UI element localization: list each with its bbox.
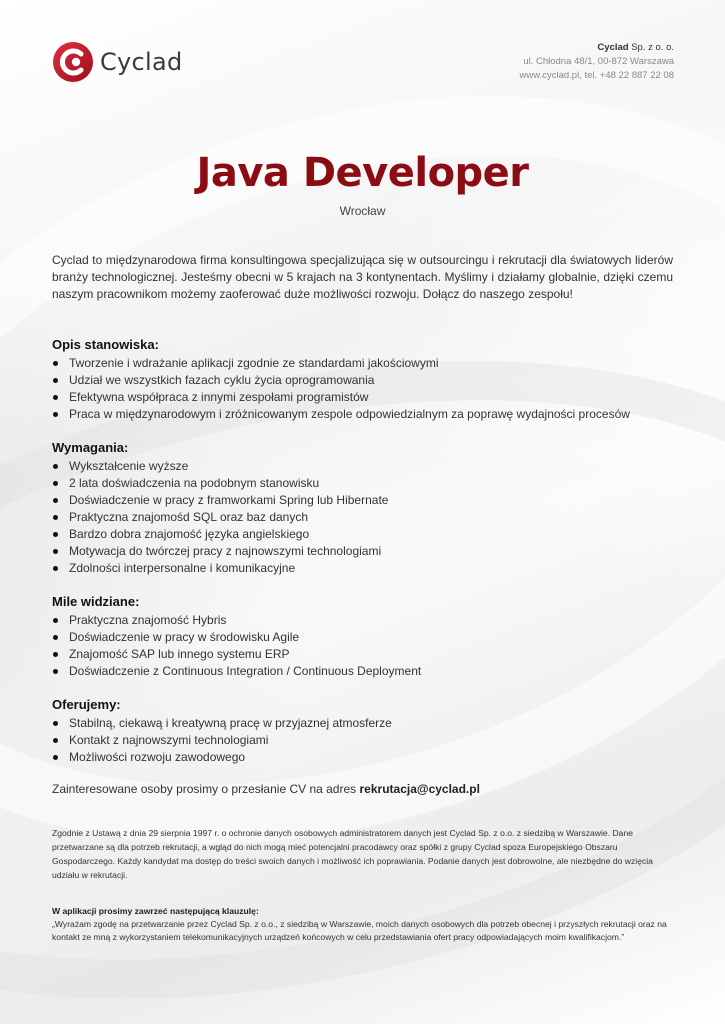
section-heading: Opis stanowiska: (52, 337, 159, 352)
clause-heading: W aplikacji prosimy zawrzeć następującą klauzulę: (52, 906, 259, 916)
section-wymagania (52, 439, 682, 577)
company-info (520, 41, 674, 83)
mile-list (52, 612, 682, 680)
list-item: Praca w międzynarodowym i zróżnicowanym zespole odpowiedzialnym za poprawę wydajności procesów (52, 406, 682, 423)
company-name-line (520, 41, 674, 55)
list-item: Praktyczna znajomośd SQL oraz baz danych (52, 509, 682, 526)
application-contact (52, 782, 480, 796)
section-oferujemy (52, 696, 682, 766)
contact-text: Zainteresowane osoby prosimy o przesłanie CV na adres (52, 782, 360, 796)
wymagania-list (52, 458, 682, 577)
opis-list (52, 355, 682, 423)
consent-clause (52, 905, 667, 945)
list-item: Kontakt z najnowszymi technologiami (52, 732, 682, 749)
list-item: Tworzenie i wdrażanie aplikacji zgodnie ze standardami jakościowymi (52, 355, 682, 372)
list-item: Praktyczna znajomość Hybris (52, 612, 682, 629)
section-opis (52, 336, 682, 423)
section-mile-widziane (52, 593, 682, 680)
list-item: Motywacja do twórczej pracy z najnowszymi technologiami (52, 543, 682, 560)
company-suffix: Sp. z o. o. (628, 42, 674, 53)
company-address: ul. Chłodna 48/1, 00-872 Warszawa (523, 56, 674, 67)
company-name: Cyclad (597, 42, 629, 53)
section-heading: Mile widziane: (52, 594, 140, 609)
list-item: Stabilną, ciekawą i kreatywną pracę w przyjaznej atmosferze (52, 715, 682, 732)
logo-wordmark: Cyclad (100, 48, 183, 76)
list-item: Zdolności interpersonalne i komunikacyjne (52, 560, 682, 577)
list-item: 2 lata doświadczenia na podobnym stanowisku (52, 475, 682, 492)
oferujemy-list (52, 715, 682, 766)
job-title: Java Developer (196, 150, 529, 196)
list-item: Wykształcenie wyższe (52, 458, 682, 475)
section-heading: Oferujemy: (52, 697, 121, 712)
job-location: Wrocław (339, 204, 386, 218)
cyclad-logo-icon (52, 41, 94, 83)
list-item: Udział we wszystkich fazach cyklu życia oprogramowania (52, 372, 682, 389)
clause-text: „Wyrażam zgodę na przetwarzanie przez Cyclad Sp. z o.o., z siedzibą w Warszawie, moich danych osobowych dla potrzeb obecnej i przyszłych rekrutacji oraz na kontakt ze mną z wykorzystaniem telekomunikacyjnych urządzeń końcowych w celu przedstawiania ofert pracy odpowiadających moim kwalifikacjom.” (52, 919, 667, 943)
company-logo (52, 42, 183, 82)
section-heading: Wymagania: (52, 440, 129, 455)
company-intro: Cyclad to międzynarodowa firma konsultingowa specjalizująca się w outsourcingu i rekrutacji dla światowych liderów branży technologicznej. Jesteśmy obecni w 5 krajach na 3 kontynentach. Myślimy i działamy globalnie, dzięki czemu naszym pracownikom możemy zaoferować duże możliwości rozwoju. Dołącz do naszego zespołu! (52, 253, 673, 301)
list-item: Znajomość SAP lub innego systemu ERP (52, 646, 682, 663)
list-item: Efektywna współpraca z innymi zespołami programistów (52, 389, 682, 406)
company-contact: www.cyclad.pl, tel. +48 22 887 22 08 (519, 70, 674, 81)
list-item: Doświadczenie w pracy z framworkami Spring lub Hibernate (52, 492, 682, 509)
list-item: Doświadczenie z Continuous Integration / Continuous Deployment (52, 663, 682, 680)
list-item: Doświadczenie w pracy w środowisku Agile (52, 629, 682, 646)
list-item: Możliwości rozwoju zawodowego (52, 749, 682, 766)
list-item: Bardzo dobra znajomość języka angielskiego (52, 526, 682, 543)
contact-email[interactable]: rekrutacja@cyclad.pl (359, 782, 480, 796)
data-protection-notice: Zgodnie z Ustawą z dnia 29 sierpnia 1997 r. o ochronie danych osobowych administratorem danych jest Cyclad Sp. z o.o. z siedzibą w Warszawie. Dane przetwarzane są dla potrzeb rekrutacji, a wgląd do nich mogą mieć potencjalni pracodawcy oraz spółki z grupy Cyclad spoza Europejskiego Obszaru Gospodarczego. Każdy kandydat ma dostęp do treści swoich danych i możliwość ich poprawiania. Podanie danych jest dobrowolne, ale niezbędne do wzięcia udziału w rekrutacji. (52, 828, 653, 880)
